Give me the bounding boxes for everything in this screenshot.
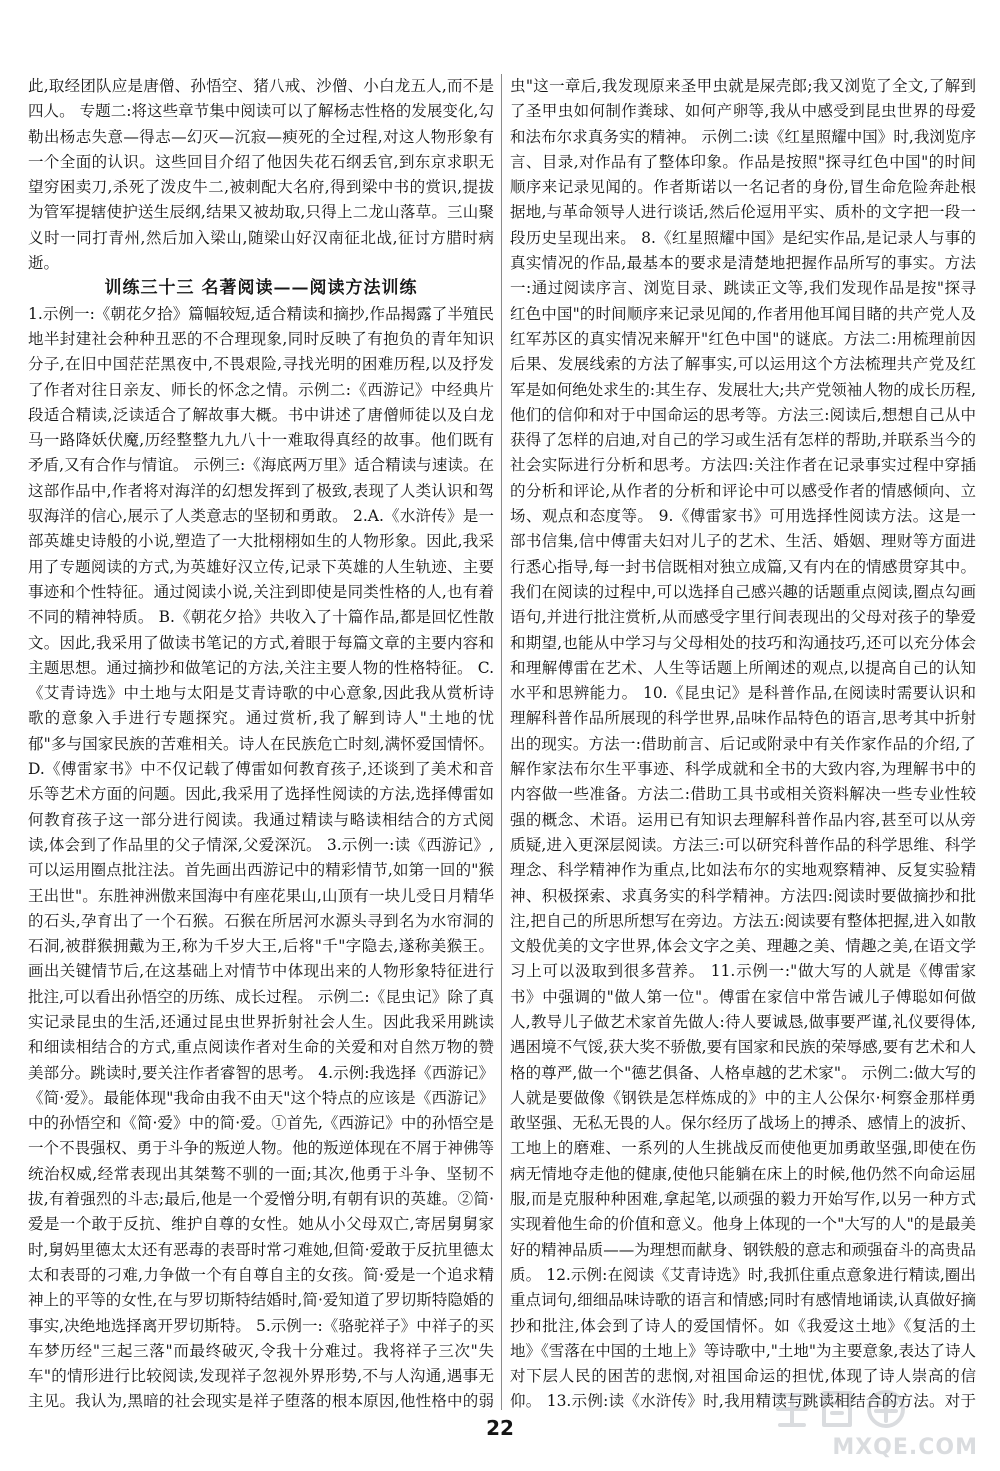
left-intro-paragraph: 此,取经团队应是唐僧、孙悟空、猪八戒、沙僧、小白龙五人,而不是四人。 专题二:将这些章节集中阅读可以了解杨志性格的发展变化,勾勒出杨志失意—得志—幻灭—沉寂—瘐死的全过程,对这人物形象有一个全面的认识。这些回目介绍了他因失花石纲丢官,到东京求职无望穷困卖刀,杀死了泼皮牛二,被刺配大名府,得到梁中书的赏识,提拔为管军提辖使护送生辰纲,结果又被劫取,只得上二龙山落草。三山聚义时一同打青州,然后加入梁山,随梁山好汉南征北战,征讨方腊时病逝。 [28,77,494,273]
right-column [510,74,976,1410]
page-number: 22 [486,1416,514,1440]
watermark-logo-icon [768,1387,918,1431]
right-body-text: 虫"这一章后,我发现原来圣甲虫就是屎壳郎;我又浏览了全文,了解到了圣甲虫如何制作粪球、如何产卵等,我从中感受到昆虫世界的母爱和法布尔求真务实的精神。 示例二:读《红星照耀中国》时,我浏览序言、目录,对作品有了整体印象。作品是按照"探寻红色中国"的时间顺序来记录见闻的。作者斯诺以一名记者的身份,冒生命危险奔赴根据地,与革命领导人进行谈话,然后伦逗用平实、质朴的文字把一段一段历史呈现出来。 8.《红星照耀中国》是纪实作品,是记录人与事的真实情况的作品,最基本的要求是清楚地把握作品所写的事实。方法一:通过阅读序言、浏览目录、跳读正文等,我们发现作品是按"探寻红色中国"的时间顺序来记录见闻的,作者用他耳闻目睹的共产党人及红军苏区的真实情况来解开"红色中国"的谜底。方法二:用梳理前因后果、发展线索的方法了解事实,可以运用这个方法梳理共产党及红军是如何绝处求生的:其生存、发展壮大;共产党领袖人物的成长历程,他们的信仰和对于中国命运的思考等。方法三:阅读后,想想自己从中获得了怎样的启迪,对自己的学习或生活有怎样的帮助,并联系当今的社会实际进行分析和思考。方法四:关注作者在记录事实过程中穿插的分析和评论,从作者的分析和评论中可以感受作者的情感倾向、立场、观点和态度等。 9.《傅雷家书》可用选择性阅读方法。这是一部书信集,信中傅雷夫妇对儿子的艺术、生活、婚姻、理财等方面进行悉心指导,每一封书信既相对独立成篇,又有内在的情感贯穿其中。我们在阅读的过程中,可以选择自己感兴趣的话题重点阅读,圈点勾画语句,并进行批注赏析,从而感受字里行间表现出的父母对孩子的挚爱和期望,也能从中学习与父母相处的技巧和沟通技巧,还可以充分体会和理解傅雷在艺术、人生等话题上所阐述的观点,以提高自己的认知水平和思辨能力。 10.《昆虫记》是科普作品,在阅读时需要认识和理解科普作品所展现的科学世界,品味作品特色的语言,思考其中折射出的现实。方法一:借助前言、后记或附录中有关作家作品的介绍,了解作家法布尔生平事迹、科学成就和全书的大致内容,为理解书中的内容做一些准备。方法二:借助工具书或相关资料解决一些专业性较强的概念、术语。运用已有知识去理解科普作品内容,甚至可以从旁质疑,进入更深层阅读。方法三:可以研究科普作品的科学思维、科学理念、科学精神作为重点,比如法布尔的实地观察精神、反复实验精神、积极探索、求真务实的科学精神。方法四:阅读时要做摘抄和批注,把自己的所思所想写在旁边。方法五:阅读要有整体把握,进入如散文般优美的文字世界,体会文字之美、理趣之美、情趣之美,在语文学习上可以汲取到很多营养。 11.示例一:"做大写的人就是《傅雷家书》中强调的"做人第一位"。傅雷在家信中常告诫儿子傅聪如何做人,教导儿子做艺术家首先做人:待人要诚恳,做事要严谨,礼仪要得体,遇困境不气馁,获大奖不骄傲,要有国家和民族的荣辱感,要有艺术和人格的尊严,做一个"德艺俱备、人格卓越的艺术家"。 示例二:做大写的人就是要做像《钢铁是怎样炼成的》中的主人公保尔·柯察金那样勇敢坚强、无私无畏的人。保尔经历了战场上的搏杀、感情上的波折、工地上的磨难、一系列的人生挑战反而使他更加勇敢坚强,即使在伤病无情地夺走他的健康,使他只能躺在床上的时候,他仍然不向命运屈服,而是克服种种困难,拿起笔,以顽强的毅力开始写作,以另一种方式实现着他生命的价值和意义。他身上体现的一个"大写的人"的是最美好的精神品质——为理想而献身、钢铁般的意志和顽强奋斗的高贵品质。 12.示例:在阅读《艾青诗选》时,我抓住重点意象进行精读,圈出重点词句,细细品味诗歌的语言和情感;同时有感情地诵读,认真做好摘抄和批注,体会到了诗人的爱国情怀。如《我爱这土地》《复活的土地》《雪落在中国的土地上》等诗歌中,"土地"为主要意象,表达了诗人对下层人民的困苦的悲悯,对祖国命运的担忧,体现了诗人崇高的信仰。 13.示例:读《水浒传》时,我用精读与跳读相结合的方法。对于 [510,77,976,1410]
column-divider [501,74,502,1410]
left-body-text: 1.示例一:《朝花夕拾》篇幅较短,适合精读和摘抄,作品揭露了半殖民地半封建社会种种丑恶的不合理现象,同时反映了有抱负的青年知识分子,在旧中国茫茫黑夜中,不畏艰险,寻找光明的困难历程,以及抒发了作者对往日亲友、师长的怀念之情。示例二:《西游记》中经典片段适合精读,泛读适合了解故事大概。书中讲述了唐僧师徒以及白龙马一路降妖伏魔,历经整整九九八十一难取得真经的故事。他们既有矛盾,又有合作与情谊。 示例三:《海底两万里》适合精读与速读。在这部作品中,作者将对海洋的幻想发挥到了极致,表现了人类认识和驾驭海洋的信心,展示了人类意志的坚韧和勇敢。 2.A.《水浒传》是一部英雄史诗般的小说,塑造了一大批栩栩如生的人物形象。因此,我采用了专题阅读的方式,为英雄好汉立传,记录下英雄的人生轨迹、主要事迹和个性特征。通过阅读小说,关注到即使是同类性格的人,也有着不同的精神特质。 B.《朝花夕拾》共收入了十篇作品,都是回忆性散文。因此,我采用了做读书笔记的方式,着眼于每篇文章的主要内容和主题思想。通过摘抄和做笔记的方法,关注主要人物的性格特征。 C.《艾青诗选》中土地与太阳是艾青诗歌的中心意象,因此我从赏析诗歌的意象入手进行专题探究。通过赏析,我了解到诗人"土地的忧郁"多与国家民族的苦难相关。诗人在民族危亡时刻,满怀爱国情怀。 D.《傅雷家书》中不仅记载了傅雷如何教育孩子,还谈到了美术和音乐等艺术方面的问题。因此,我采用了选择性阅读的方法,选择傅雷如何教育孩子这一部分进行阅读。我通过精读与略读相结合的方式阅读,体会到了作品里的父子情深,父爱深沉。 3.示例一:读《西游记》,可以运用圈点批注法。首先画出西游记中的精彩情节,如第一回的"猴王出世"。东胜神洲傲来国海中有座花果山,山顶有一块儿受日月精华的石头,孕育出了一个石猴。石猴在所居河水源头寻到名为水帘洞的石洞,被群猴拥戴为王,称为千岁大王,后将"千"字隐去,遂称美猴王。画出关键情节后,在这基础上对情节中体现出来的人物形象特征进行批注,可以看出孙悟空的历练、成长过程。 示例二:《昆虫记》除了真实记录昆虫的生活,还通过昆虫世界折射社会人生。因此我采用跳读和细读相结合的方式,重点阅读作者对生命的关爱和对自然万物的赞美部分。跳读时,要关注作者睿智的思考。 4.示例:我选择《西游记》《简·爱》。最能体现"我命由我不由天"这个特点的应该是《西游记》中的孙悟空和《简·爱》中的简·爱。①首先,《西游记》中的孙悟空是一个不畏强权、勇于斗争的叛逆人物。他的叛逆体现在不屑于神佛等统治权威,经常表现出其桀骜不驯的一面;其次,他勇于斗争、坚韧不拔,有着强烈的斗志;最后,他是一个爱憎分明,有朝有识的英雄。②简·爱是一个敢于反抗、维护自尊的女性。她从小父母双亡,寄居舅舅家时,舅妈里德太太还有恶毒的表哥时常刁难她,但简·爱敢于反抗里德太太和表哥的刁难,力争做一个有自尊自主的女孩。简·爱是一个追求精神上的平等的女性,在与罗切斯特结婚时,简·爱知道了罗切斯特隐婚的事实,决绝地选择离开罗切斯特。 5.示例一:《骆驼祥子》中祥子的买车梦历经"三起三落"而最终破灭,令我十分难过。我将祥子三次"失车"的情形进行比较阅读,发现祥子忽视外界形势,不与人沟通,遇事无主见。我认为,黑暗的社会现实是祥子堕落的根本原因,他性格中的弱 [28,304,494,1410]
section-title: 训练三十三 名著阅读——阅读方法训练 [104,278,418,299]
watermark-url: MXQE.COM [832,1435,978,1460]
watermark [768,1387,978,1460]
left-column [28,74,494,1410]
